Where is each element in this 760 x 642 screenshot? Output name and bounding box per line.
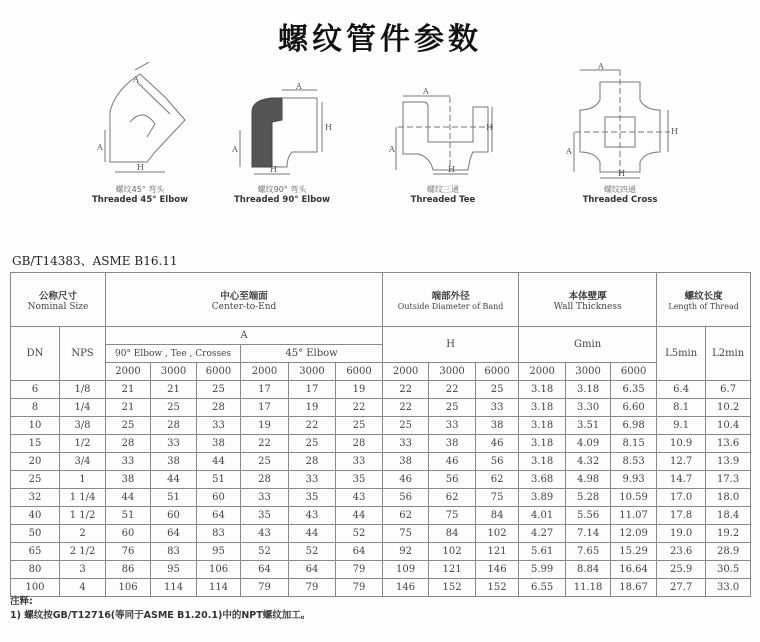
table-cell: 25: [106, 417, 151, 435]
table-cell: 75: [429, 507, 476, 525]
table-cell: 28.9: [706, 543, 751, 561]
table-cell: 8: [11, 399, 60, 417]
table-cell: 13.9: [706, 453, 751, 471]
table-cell: 114: [197, 579, 241, 597]
table-cell: 56: [476, 453, 519, 471]
table-cell: 33: [197, 417, 241, 435]
table-row: [11, 471, 751, 489]
table-cell: 25: [197, 381, 241, 399]
table-cell: 6.60: [611, 399, 657, 417]
table-cell: 52: [289, 543, 336, 561]
svg-text:A: A: [296, 82, 302, 91]
table-cell: 3.18: [519, 381, 566, 399]
header-h: H: [383, 327, 519, 363]
table-cell: 6.98: [611, 417, 657, 435]
table-cell: 21: [106, 399, 151, 417]
table-row: [11, 525, 751, 543]
figure-caption-en: Threaded Cross: [582, 195, 658, 205]
table-cell: 3.18: [519, 417, 566, 435]
parameters-table: [10, 272, 751, 597]
svg-text:H: H: [325, 123, 332, 132]
table-cell: 64: [289, 561, 336, 579]
header-l2min: L2min: [706, 327, 751, 381]
table-cell: 32: [11, 489, 60, 507]
table-cell: 22: [289, 417, 336, 435]
table-cell: 33: [289, 471, 336, 489]
table-cell: 25: [11, 471, 60, 489]
table-cell: 64: [241, 561, 289, 579]
table-cell: 60: [197, 489, 241, 507]
table-cell: 46: [429, 453, 476, 471]
table-cell: 86: [106, 561, 151, 579]
table-cell: 64: [151, 525, 197, 543]
table-cell: 4.01: [519, 507, 566, 525]
table-cell: 22: [383, 381, 429, 399]
header-class-3000: 3000: [429, 363, 476, 381]
table-cell: 38: [476, 417, 519, 435]
table-cell: 17: [289, 381, 336, 399]
table-cell: 92: [383, 543, 429, 561]
table-row: [11, 561, 751, 579]
table-cell: 84: [476, 507, 519, 525]
table-cell: 1 1/4: [60, 489, 106, 507]
table-cell: 62: [383, 507, 429, 525]
table-cell: 46: [383, 471, 429, 489]
page-title: 螺纹管件参数: [278, 22, 482, 57]
svg-text:H: H: [618, 169, 625, 178]
table-row: [11, 489, 751, 507]
table-cell: 28: [106, 435, 151, 453]
table-cell: 4.27: [519, 525, 566, 543]
table-cell: 3.51: [566, 417, 611, 435]
table-cell: 4.09: [566, 435, 611, 453]
svg-text:A: A: [598, 62, 604, 71]
table-cell: 5.28: [566, 489, 611, 507]
table-cell: 5.99: [519, 561, 566, 579]
table-cell: 21: [151, 381, 197, 399]
table-cell: 12.7: [657, 453, 706, 471]
table-row: [11, 453, 751, 471]
figure-90-elbow: [222, 62, 342, 205]
table-cell: 75: [476, 489, 519, 507]
table-cell: 3.18: [566, 381, 611, 399]
header-class-3000: 3000: [151, 363, 197, 381]
table-cell: 33: [336, 453, 383, 471]
table-cell: 19: [289, 399, 336, 417]
table-cell: 19: [241, 417, 289, 435]
figure-caption-cn: 螺纹三通: [427, 185, 459, 194]
svg-text:H: H: [137, 163, 144, 172]
table-cell: 9.93: [611, 471, 657, 489]
table-cell: 95: [151, 561, 197, 579]
table-cell: 4: [60, 579, 106, 597]
table-cell: 8.15: [611, 435, 657, 453]
table-cell: 21: [106, 381, 151, 399]
header-row-symbols: [11, 327, 751, 345]
table-cell: 13.6: [706, 435, 751, 453]
figure-caption-cn: 螺纹90° 弯头: [257, 185, 307, 194]
header-class-3000: 3000: [566, 363, 611, 381]
table-cell: 3.18: [519, 399, 566, 417]
table-row: [11, 579, 751, 597]
svg-text:A: A: [97, 143, 103, 152]
table-cell: 22: [429, 381, 476, 399]
svg-text:A: A: [232, 145, 238, 154]
table-cell: 14.7: [657, 471, 706, 489]
table-cell: 121: [476, 543, 519, 561]
figure-caption-en: Threaded Tee: [410, 195, 476, 205]
header-nominal-size: 公称尺寸 Nominal Size: [11, 273, 106, 327]
header-thread-length: 螺纹长度 Length of Thread: [657, 273, 751, 327]
table-cell: 64: [197, 507, 241, 525]
svg-text:H: H: [671, 127, 678, 136]
table-cell: 52: [241, 543, 289, 561]
table-cell: 20: [11, 453, 60, 471]
elbow-45-icon: [85, 62, 195, 182]
table-cell: 56: [383, 489, 429, 507]
header-row-groups: [11, 273, 751, 327]
table-cell: 44: [106, 489, 151, 507]
table-cell: 2: [60, 525, 106, 543]
svg-text:A: A: [389, 145, 395, 154]
header-a: A: [106, 327, 383, 345]
table-cell: 146: [383, 579, 429, 597]
table-cell: 19.0: [657, 525, 706, 543]
table-cell: 44: [289, 525, 336, 543]
table-cell: 106: [197, 561, 241, 579]
table-cell: 44: [151, 471, 197, 489]
table-cell: 18.67: [611, 579, 657, 597]
table-cell: 10: [11, 417, 60, 435]
table-cell: 83: [197, 525, 241, 543]
table-cell: 25: [336, 417, 383, 435]
table-cell: 28: [336, 435, 383, 453]
table-cell: 23.6: [657, 543, 706, 561]
table-cell: 15: [11, 435, 60, 453]
table-cell: 51: [151, 489, 197, 507]
table-cell: 11.18: [566, 579, 611, 597]
table-cell: 3.68: [519, 471, 566, 489]
table-cell: 102: [429, 543, 476, 561]
table-cell: 10.2: [706, 399, 751, 417]
note-item: 1) 螺纹按GB/T12716(等同于ASME B1.20.1)中的NPT螺纹加工。: [10, 610, 311, 621]
table-cell: 33.0: [706, 579, 751, 597]
table-cell: 79: [289, 579, 336, 597]
table-cell: 44: [197, 453, 241, 471]
table-cell: 3.30: [566, 399, 611, 417]
svg-text:H: H: [270, 165, 277, 174]
table-cell: 80: [11, 561, 60, 579]
table-cell: 51: [106, 507, 151, 525]
table-cell: 84: [429, 525, 476, 543]
table-cell: 152: [476, 579, 519, 597]
table-cell: 17.8: [657, 507, 706, 525]
table-cell: 1: [60, 471, 106, 489]
table-cell: 25: [476, 381, 519, 399]
header-class-2000: 2000: [241, 363, 289, 381]
table-cell: 12.09: [611, 525, 657, 543]
table-cell: 2 1/2: [60, 543, 106, 561]
table-cell: 43: [336, 489, 383, 507]
table-cell: 65: [11, 543, 60, 561]
table-cell: 4.98: [566, 471, 611, 489]
table-cell: 8.84: [566, 561, 611, 579]
table-cell: 121: [429, 561, 476, 579]
table-cell: 38: [197, 435, 241, 453]
table-cell: 17: [241, 399, 289, 417]
table-cell: 1/4: [60, 399, 106, 417]
table-cell: 1/8: [60, 381, 106, 399]
table-cell: 44: [336, 507, 383, 525]
table-cell: 60: [106, 525, 151, 543]
table-cell: 62: [476, 471, 519, 489]
figure-caption-en: Threaded 45° Elbow: [92, 195, 188, 205]
table-cell: 79: [336, 579, 383, 597]
table-cell: 52: [336, 525, 383, 543]
svg-text:H: H: [448, 165, 455, 174]
figure-caption-cn: 螺纹四通: [604, 185, 636, 194]
table-cell: 35: [241, 507, 289, 525]
table-cell: 15.29: [611, 543, 657, 561]
table-cell: 76: [106, 543, 151, 561]
header-center-to-end: 中心至端面 Center-to-End: [106, 273, 383, 327]
table-cell: 6: [11, 381, 60, 399]
table-cell: 16.64: [611, 561, 657, 579]
table-cell: 10.9: [657, 435, 706, 453]
header-dn: DN: [11, 327, 60, 381]
table-cell: 40: [11, 507, 60, 525]
header-row-classes: [11, 363, 751, 381]
table-cell: 109: [383, 561, 429, 579]
header-class-2000: 2000: [383, 363, 429, 381]
header-gmin: Gmin: [519, 327, 657, 363]
table-cell: 22: [383, 399, 429, 417]
table-cell: 50: [11, 525, 60, 543]
table-cell: 33: [241, 489, 289, 507]
table-cell: 10.59: [611, 489, 657, 507]
table-cell: 100: [11, 579, 60, 597]
header-l5min: L5min: [657, 327, 706, 381]
figure-45-elbow: [80, 62, 200, 205]
svg-text:H: H: [486, 123, 493, 132]
table-cell: 18.4: [706, 507, 751, 525]
table-cell: 10.4: [706, 417, 751, 435]
table-cell: 79: [241, 579, 289, 597]
figure-caption-en: Threaded 90° Elbow: [234, 195, 330, 205]
table-cell: 6.35: [611, 381, 657, 399]
table-cell: 28: [151, 417, 197, 435]
table-cell: 4.32: [566, 453, 611, 471]
header-class-6000: 6000: [611, 363, 657, 381]
table-cell: 56: [429, 471, 476, 489]
notes-label: 注释:: [10, 596, 33, 607]
table-row: [11, 507, 751, 525]
elbow-90-icon: [222, 62, 342, 182]
table-cell: 3: [60, 561, 106, 579]
table-cell: 95: [197, 543, 241, 561]
figure-caption-cn: 螺纹45° 弯头: [115, 185, 165, 194]
table-cell: 8.53: [611, 453, 657, 471]
table-cell: 7.14: [566, 525, 611, 543]
table-cell: 64: [336, 543, 383, 561]
table-cell: 38: [106, 471, 151, 489]
table-cell: 19.2: [706, 525, 751, 543]
table-cell: 11.07: [611, 507, 657, 525]
table-cell: 33: [429, 417, 476, 435]
notes: [10, 595, 310, 623]
header-class-6000: 6000: [336, 363, 383, 381]
table-cell: 25: [241, 453, 289, 471]
table-cell: 3.89: [519, 489, 566, 507]
table-cell: 3/4: [60, 453, 106, 471]
header-class-2000: 2000: [519, 363, 566, 381]
table-cell: 25: [289, 435, 336, 453]
table-cell: 146: [476, 561, 519, 579]
table-cell: 33: [476, 399, 519, 417]
table-cell: 1 1/2: [60, 507, 106, 525]
table-cell: 51: [197, 471, 241, 489]
table-cell: 6.4: [657, 381, 706, 399]
table-cell: 102: [476, 525, 519, 543]
table-cell: 114: [151, 579, 197, 597]
table-cell: 25.9: [657, 561, 706, 579]
table-cell: 28: [197, 399, 241, 417]
table-cell: 5.61: [519, 543, 566, 561]
table-cell: 3.18: [519, 453, 566, 471]
table-cell: 38: [383, 453, 429, 471]
table-cell: 106: [106, 579, 151, 597]
header-class-6000: 6000: [476, 363, 519, 381]
figure-tee: [388, 62, 498, 205]
table-cell: 25: [429, 399, 476, 417]
table-cell: 30.5: [706, 561, 751, 579]
table-cell: 25: [383, 417, 429, 435]
table-row: [11, 417, 751, 435]
table-row: [11, 381, 751, 399]
table-cell: 18.0: [706, 489, 751, 507]
header-45-elbow: 45° Elbow: [241, 345, 383, 363]
header-class-3000: 3000: [289, 363, 336, 381]
tee-icon: [388, 62, 498, 182]
table-cell: 8.1: [657, 399, 706, 417]
table-cell: 79: [336, 561, 383, 579]
table-cell: 60: [151, 507, 197, 525]
svg-text:A: A: [423, 87, 429, 96]
table-cell: 62: [429, 489, 476, 507]
header-nps: NPS: [60, 327, 106, 381]
header-class-2000: 2000: [106, 363, 151, 381]
header-90-elbow: 90° Elbow , Tee , Crosses: [106, 345, 241, 363]
table-cell: 17.3: [706, 471, 751, 489]
table-cell: 22: [336, 399, 383, 417]
table-cell: 33: [383, 435, 429, 453]
table-cell: 152: [429, 579, 476, 597]
table-cell: 35: [289, 489, 336, 507]
table-cell: 33: [106, 453, 151, 471]
header-outside-diameter: 端部外径 Outside Diameter of Band: [383, 273, 519, 327]
svg-text:A: A: [566, 147, 572, 156]
table-cell: 19: [336, 381, 383, 399]
table-cell: 38: [429, 435, 476, 453]
table-cell: 7.65: [566, 543, 611, 561]
table-cell: 22: [241, 435, 289, 453]
table-cell: 27.7: [657, 579, 706, 597]
table-cell: 3.18: [519, 435, 566, 453]
table-cell: 6.55: [519, 579, 566, 597]
table-cell: 1/2: [60, 435, 106, 453]
table-row: [11, 435, 751, 453]
table-cell: 3/8: [60, 417, 106, 435]
table-cell: 35: [336, 471, 383, 489]
table-cell: 43: [289, 507, 336, 525]
table-cell: 6.7: [706, 381, 751, 399]
table-cell: 9.1: [657, 417, 706, 435]
table-cell: 28: [241, 471, 289, 489]
cross-icon: [560, 62, 680, 182]
table-cell: 33: [151, 435, 197, 453]
header-class-6000: 6000: [197, 363, 241, 381]
table-cell: 38: [151, 453, 197, 471]
table-cell: 75: [383, 525, 429, 543]
table-cell: 28: [289, 453, 336, 471]
svg-text:A: A: [133, 75, 139, 84]
header-wall-thickness: 本体壁厚 Wall Thickness: [519, 273, 657, 327]
figure-cross: [560, 62, 680, 205]
table-row: [11, 543, 751, 561]
table-cell: 17.0: [657, 489, 706, 507]
table-cell: 25: [151, 399, 197, 417]
table-row: [11, 399, 751, 417]
table-cell: 43: [241, 525, 289, 543]
table-cell: 83: [151, 543, 197, 561]
table-cell: 5.56: [566, 507, 611, 525]
table-cell: 46: [476, 435, 519, 453]
standard-label: GB/T14383、ASME B16.11: [12, 254, 178, 268]
table-cell: 17: [241, 381, 289, 399]
